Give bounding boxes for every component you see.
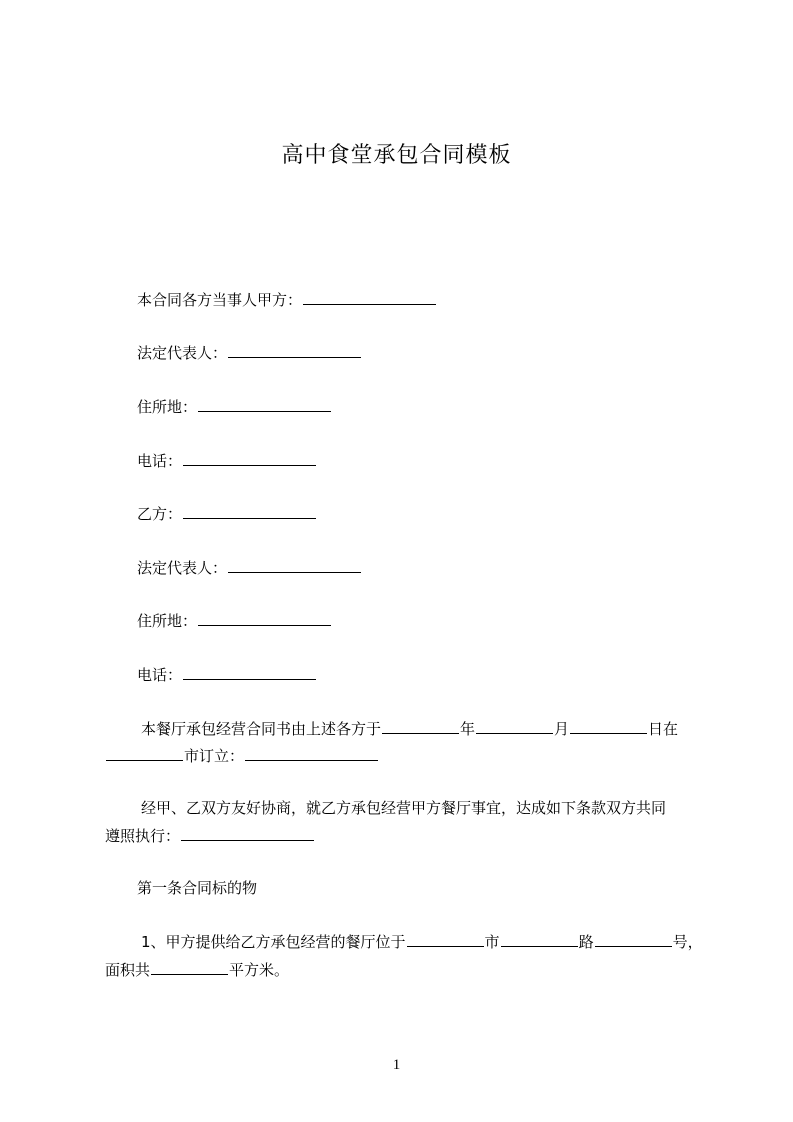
article-1-area-unit: 平方米。 xyxy=(229,961,290,979)
signing-day-label: 日在 xyxy=(648,720,679,738)
party-b-legal-rep-blank[interactable] xyxy=(228,557,361,573)
party-b-phone-line xyxy=(137,664,317,686)
party-b-blank[interactable] xyxy=(183,503,316,519)
party-a-address-blank[interactable] xyxy=(198,396,331,412)
party-a-address-label: 住所地： xyxy=(137,398,198,416)
party-a-phone-line xyxy=(137,450,317,472)
party-b-phone-label: 电话： xyxy=(137,666,183,684)
party-a-legal-rep-label: 法定代表人： xyxy=(137,344,228,362)
signing-prefix: 本餐厅承包经营合同书由上述各方于 xyxy=(141,720,382,738)
agreement-blank[interactable] xyxy=(181,825,314,841)
signing-line-1 xyxy=(141,718,678,740)
party-b-address-line xyxy=(137,610,332,632)
article-1-area-blank[interactable] xyxy=(151,959,228,975)
agreement-line-2-text: 遵照执行： xyxy=(105,827,181,845)
page-number: 1 xyxy=(392,1057,401,1073)
party-b-address-label: 住所地： xyxy=(137,612,198,630)
signing-year-label: 年 xyxy=(460,720,476,738)
party-a-line xyxy=(137,289,437,311)
article-1-city-label: 市 xyxy=(484,933,500,951)
party-b-address-blank[interactable] xyxy=(198,610,331,626)
agreement-line-2 xyxy=(105,825,315,847)
signing-year-blank[interactable] xyxy=(382,718,459,734)
party-a-legal-rep-blank[interactable] xyxy=(228,342,361,358)
article-1-area-prefix: 面积共 xyxy=(105,961,151,979)
signing-place-blank[interactable] xyxy=(245,745,378,761)
article-1-road-blank[interactable] xyxy=(501,931,578,947)
signing-city-label: 市订立： xyxy=(184,747,245,765)
article-1-item-1-line-1 xyxy=(141,931,703,953)
signing-city-blank[interactable] xyxy=(106,745,183,761)
signing-month-blank[interactable] xyxy=(476,718,553,734)
party-b-line xyxy=(137,503,317,525)
party-a-blank[interactable] xyxy=(303,289,436,305)
party-b-label: 乙方： xyxy=(137,505,183,523)
agreement-line-1: 经甲、乙双方友好协商，就乙方承包经营甲方餐厅事宜，达成如下条款双方共同 xyxy=(141,799,667,817)
signing-day-blank[interactable] xyxy=(570,718,647,734)
party-a-phone-label: 电话： xyxy=(137,452,183,470)
article-1-item-1-prefix: 1、甲方提供给乙方承包经营的餐厅位于 xyxy=(141,933,406,951)
party-b-legal-rep-label: 法定代表人： xyxy=(137,559,228,577)
party-a-legal-rep-line xyxy=(137,342,362,364)
party-a-address-line xyxy=(137,396,332,418)
party-a-phone-blank[interactable] xyxy=(183,450,316,466)
article-1-number-label: 号， xyxy=(672,933,703,951)
party-a-label: 本合同各方当事人甲方： xyxy=(137,291,303,309)
article-1-item-1-line-2 xyxy=(105,959,289,981)
signing-line-2 xyxy=(105,745,379,767)
article-1-city-blank[interactable] xyxy=(407,931,484,947)
article-1-number-blank[interactable] xyxy=(595,931,672,947)
party-b-phone-blank[interactable] xyxy=(183,664,316,680)
party-b-legal-rep-line xyxy=(137,557,362,579)
document-title: 高中食堂承包合同模板 xyxy=(281,143,512,168)
article-1-heading: 第一条合同标的物 xyxy=(137,879,258,897)
signing-month-label: 月 xyxy=(554,720,570,738)
article-1-road-label: 路 xyxy=(578,933,594,951)
